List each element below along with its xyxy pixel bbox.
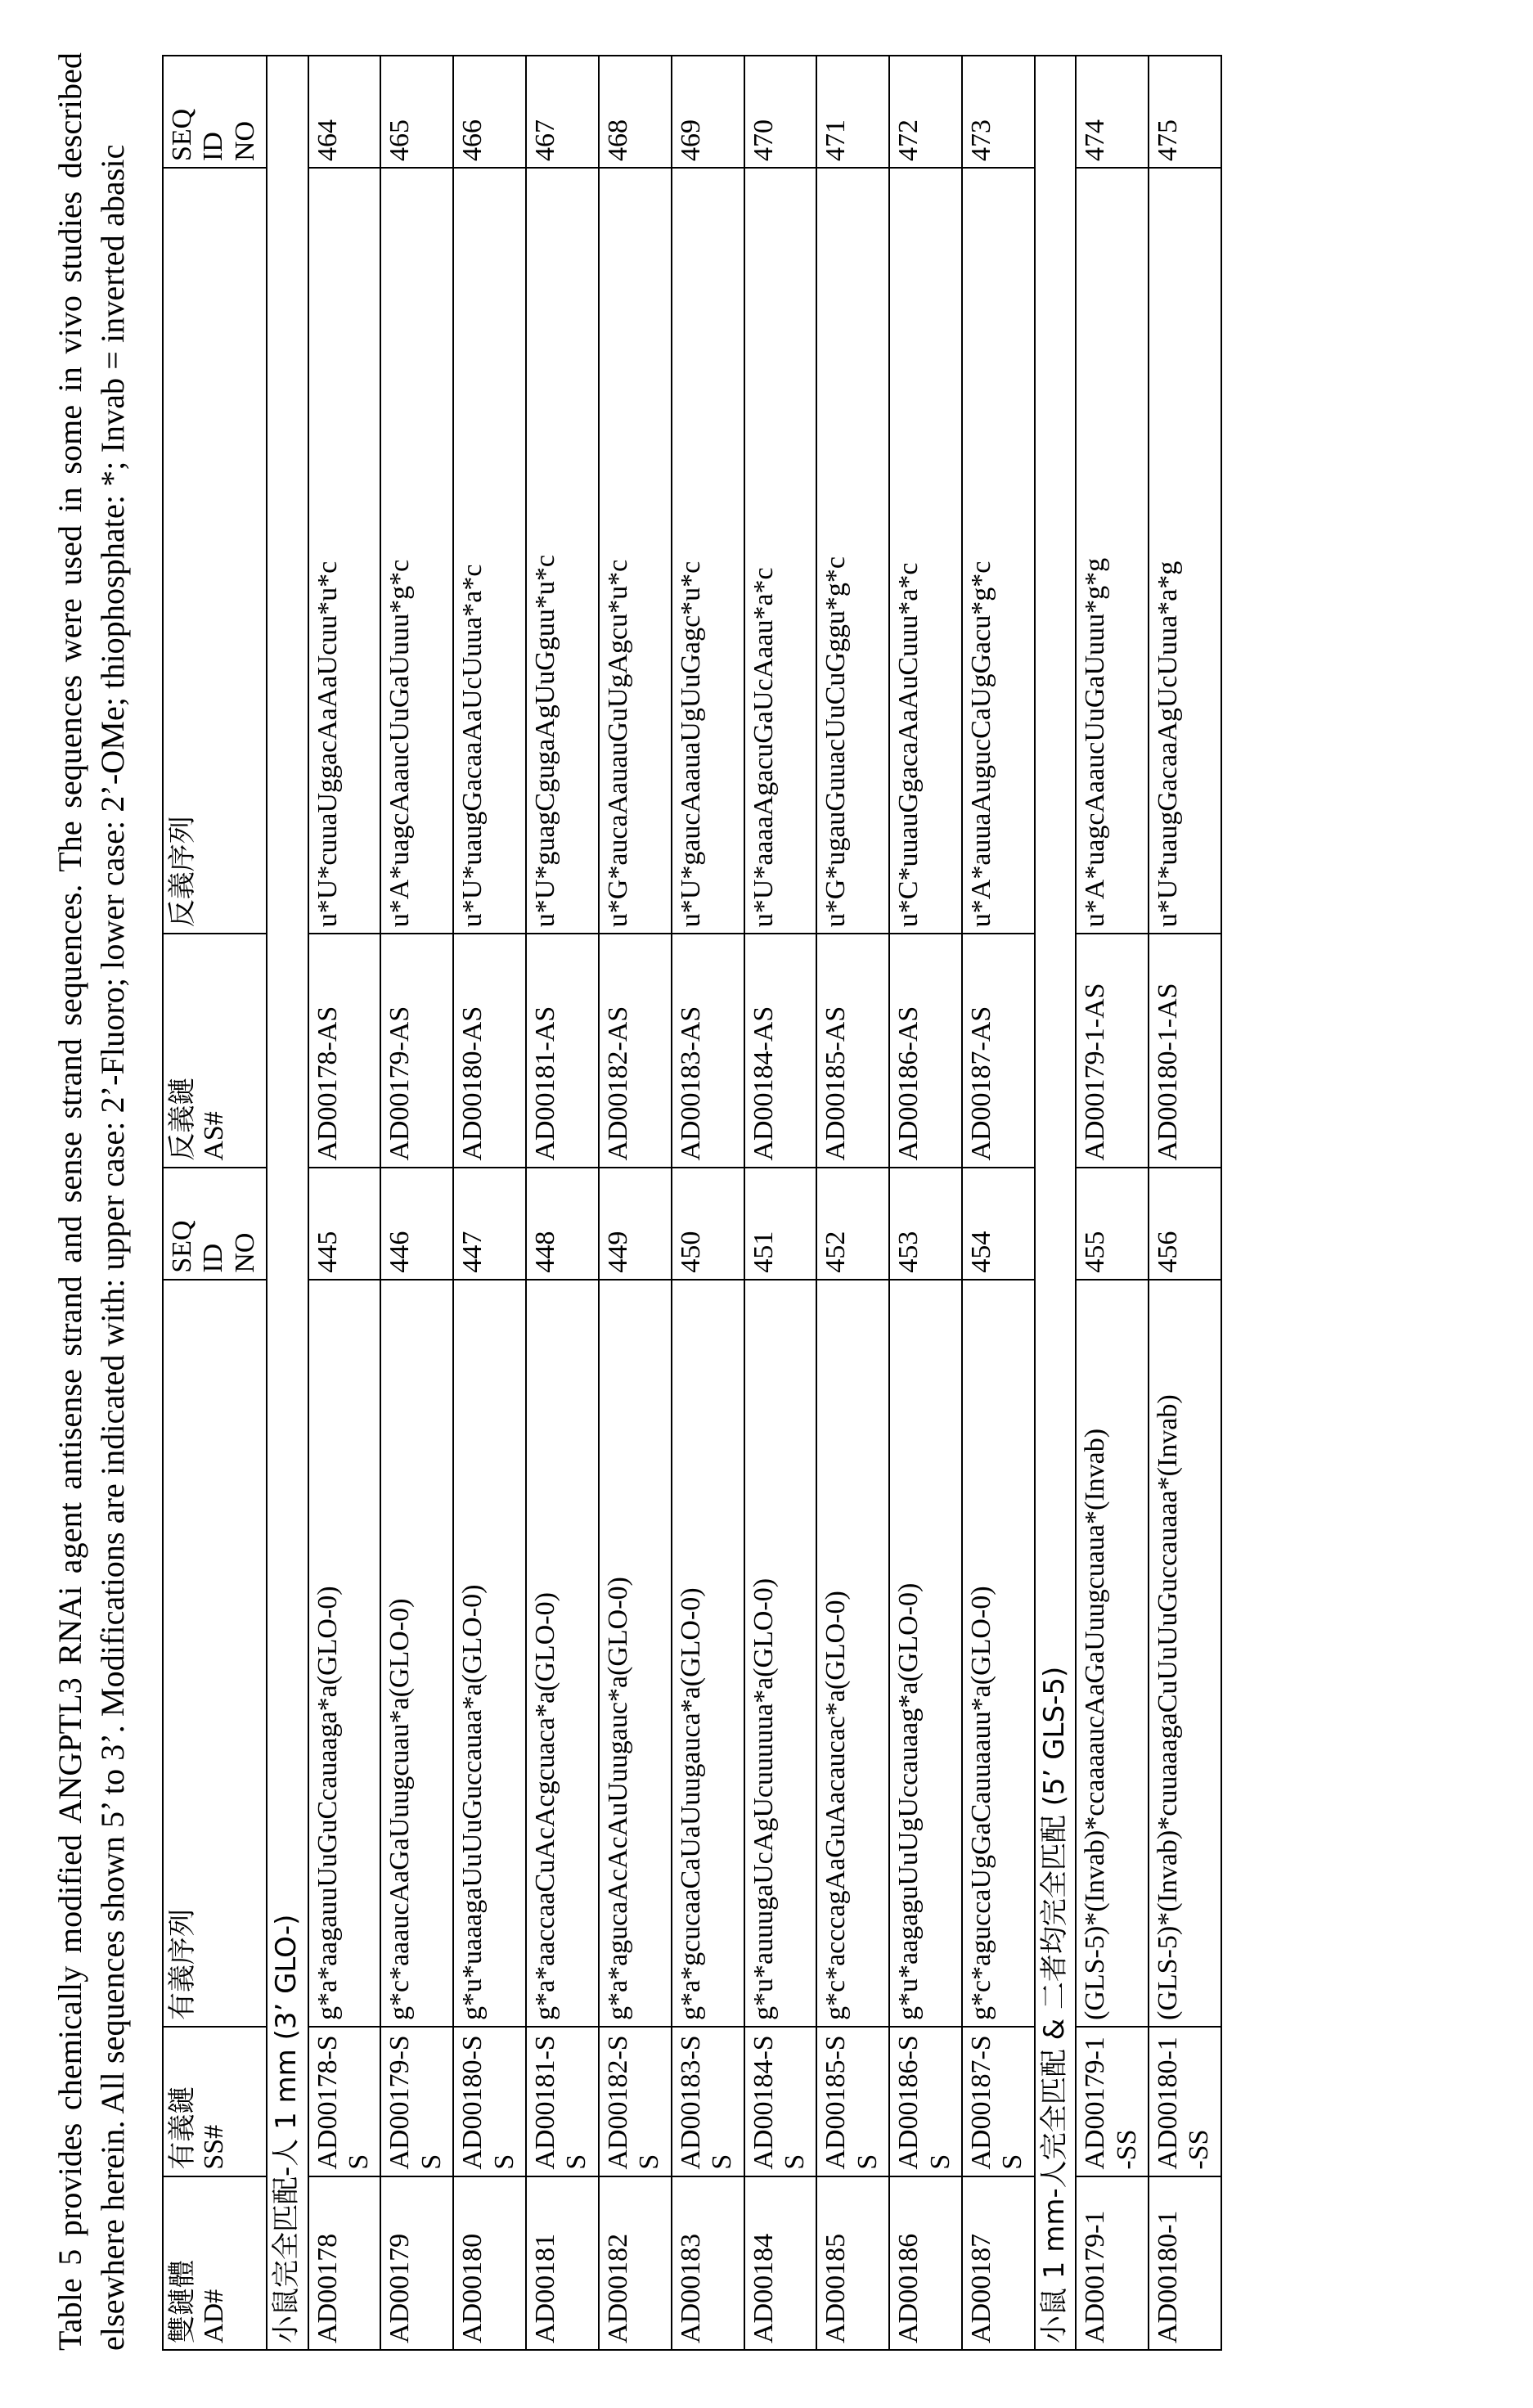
cell-sense-sequence: g*u*auuugaUcAgUcuuuuua*a(GLO-0) — [744, 1280, 817, 2027]
cell-sense-ss: AD00183-SS — [672, 2027, 744, 2176]
cell-antisense-as: AD00179-1-AS — [1076, 934, 1149, 1167]
cell-antisense-as: AD00179-AS — [380, 934, 453, 1167]
cell-seq-id-no-sense: 453 — [889, 1168, 962, 1280]
cell-antisense-as: AD00182-AS — [599, 934, 672, 1167]
table-row — [599, 56, 672, 2350]
header-seq-id-no-sense — [163, 1168, 267, 1280]
cell-antisense-sequence: u*G*aucaAauauGuUgAgcu*u*c — [599, 168, 672, 934]
cell-sense-sequence: g*c*aguccaUgGaCauuaauu*a(GLO-0) — [962, 1280, 1035, 2027]
group-header-row-1 — [267, 56, 308, 2350]
cell-duplex-ad: AD00186 — [889, 2176, 962, 2350]
header-duplex-ad — [163, 2176, 267, 2350]
cell-seq-id-no-antisense: 470 — [744, 56, 817, 168]
cell-sense-sequence: g*c*aaaucAaGaUuugcuau*a(GLO-0) — [380, 1280, 453, 2027]
cell-seq-id-no-sense: 450 — [672, 1168, 744, 1280]
cell-antisense-sequence: u*A*auuaAugucCaUgGacu*g*c — [962, 168, 1035, 934]
table-row — [744, 56, 817, 2350]
cell-sense-ss: AD00181-SS — [526, 2027, 599, 2176]
cell-sense-ss: AD00180-1-SS — [1149, 2027, 1221, 2176]
table-row — [526, 56, 599, 2350]
cell-duplex-ad: AD00178 — [308, 2176, 381, 2350]
header-seq-id-no-antisense-line1: SEQ — [167, 108, 197, 162]
cell-seq-id-no-sense: 448 — [526, 1168, 599, 1280]
group-header-row-2-label: 小鼠 1 mm-人完全匹配 & 二者均完全匹配 (5’ GLS-5) — [1035, 56, 1076, 2350]
group-header-row-2 — [1035, 56, 1076, 2350]
cell-seq-id-no-antisense: 473 — [962, 56, 1035, 168]
table-row — [962, 56, 1035, 2350]
cell-seq-id-no-sense: 446 — [380, 1168, 453, 1280]
cell-sense-sequence: (GLS-5)*(Invab)*ccaaaaucAaGaUuugcuaua*(Invab) — [1076, 1280, 1149, 2027]
cell-seq-id-no-antisense: 472 — [889, 56, 962, 168]
cell-seq-id-no-antisense: 466 — [453, 56, 526, 168]
cell-duplex-ad: AD00185 — [816, 2176, 889, 2350]
table-body — [267, 56, 1221, 2350]
cell-duplex-ad: AD00180-1 — [1149, 2176, 1221, 2350]
header-antisense-as — [163, 934, 267, 1167]
cell-antisense-as: AD00183-AS — [672, 934, 744, 1167]
cell-seq-id-no-antisense: 469 — [672, 56, 744, 168]
cell-seq-id-no-antisense: 467 — [526, 56, 599, 168]
cell-seq-id-no-sense: 454 — [962, 1168, 1035, 1280]
table-row — [1149, 56, 1221, 2350]
cell-sense-sequence: g*u*uaaagaUuUuGuccauaa*a(GLO-0) — [453, 1280, 526, 2027]
cell-duplex-ad: AD00179 — [380, 2176, 453, 2350]
cell-seq-id-no-antisense: 464 — [308, 56, 381, 168]
cell-sense-ss: AD00184-SS — [744, 2027, 817, 2176]
cell-seq-id-no-sense: 456 — [1149, 1168, 1221, 1280]
header-sense-ss-line2: SS# — [199, 2124, 230, 2170]
header-seq-id-no-sense-line3: NO — [229, 1232, 260, 1273]
header-seq-id-no-antisense-line2: ID — [198, 132, 229, 162]
header-sense-ss-line1: 有義鏈 — [166, 2086, 199, 2170]
cell-sense-ss: AD00178-SS — [308, 2027, 381, 2176]
cell-duplex-ad: AD00184 — [744, 2176, 817, 2350]
cell-sense-sequence: g*a*gcucaaCaUaUuugauca*a(GLO-0) — [672, 1280, 744, 2027]
cell-sense-ss: AD00179-1-SS — [1076, 2027, 1149, 2176]
cell-sense-sequence: g*a*agucaAcAcAuUuugauc*a(GLO-0) — [599, 1280, 672, 2027]
cell-sense-sequence: g*a*aaccaaCuAcAcgcuaca*a(GLO-0) — [526, 1280, 599, 2027]
cell-antisense-sequence: u*U*gaucAaauaUgUuGagc*u*c — [672, 168, 744, 934]
cell-sense-ss: AD00179-SS — [380, 2027, 453, 2176]
cell-seq-id-no-sense: 447 — [453, 1168, 526, 1280]
cell-seq-id-no-sense: 451 — [744, 1168, 817, 1280]
header-seq-id-no-sense-line2: ID — [198, 1243, 229, 1273]
header-duplex-ad-line2: AD# — [199, 2289, 230, 2343]
cell-seq-id-no-antisense: 475 — [1149, 56, 1221, 168]
cell-antisense-sequence: u*A*uagcAaaucUuGaUuuu*g*g — [1076, 168, 1149, 934]
cell-sense-sequence: g*c*acccagAaGuAacaucac*a(GLO-0) — [816, 1280, 889, 2027]
table-row — [308, 56, 381, 2350]
cell-seq-id-no-antisense: 465 — [380, 56, 453, 168]
table-row — [1076, 56, 1149, 2350]
table-row — [672, 56, 744, 2350]
cell-duplex-ad: AD00187 — [962, 2176, 1035, 2350]
cell-antisense-sequence: u*G*ugauGuuacUuCuGggu*g*c — [816, 168, 889, 934]
cell-sense-ss: AD00186-SS — [889, 2027, 962, 2176]
cell-seq-id-no-antisense: 474 — [1076, 56, 1149, 168]
cell-sense-ss: AD00182-SS — [599, 2027, 672, 2176]
cell-seq-id-no-antisense: 471 — [816, 56, 889, 168]
cell-seq-id-no-sense: 455 — [1076, 1168, 1149, 1280]
cell-antisense-sequence: u*A*uagcAaaucUuGaUuuu*g*c — [380, 168, 453, 934]
cell-duplex-ad: AD00182 — [599, 2176, 672, 2350]
cell-sense-sequence: (GLS-5)*(Invab)*cuuaaagaCuUuUuGuccauaaa*(Invab) — [1149, 1280, 1221, 2027]
cell-antisense-as: AD00187-AS — [962, 934, 1035, 1167]
cell-antisense-as: AD00184-AS — [744, 934, 817, 1167]
cell-antisense-sequence: u*U*uaugGacaaAgUcUuua*a*g — [1149, 168, 1221, 934]
cell-antisense-sequence: u*U*uaugGacaaAaUcUuua*a*c — [453, 168, 526, 934]
sequence-table — [162, 55, 1222, 2351]
header-antisense-as-line1: 反義鏈 — [166, 1077, 199, 1161]
cell-duplex-ad: AD00180 — [453, 2176, 526, 2350]
table-row — [453, 56, 526, 2350]
table-header — [163, 56, 267, 2350]
cell-seq-id-no-sense: 445 — [308, 1168, 381, 1280]
cell-sense-sequence: g*a*aagauuUuGuCcauaaga*a(GLO-0) — [308, 1280, 381, 2027]
cell-antisense-sequence: u*U*cuuaUggacAaAaUcuu*u*c — [308, 168, 381, 934]
cell-seq-id-no-antisense: 468 — [599, 56, 672, 168]
cell-sense-ss: AD00180-SS — [453, 2027, 526, 2176]
cell-antisense-as: AD00181-AS — [526, 934, 599, 1167]
cell-antisense-as: AD00185-AS — [816, 934, 889, 1167]
table-row — [816, 56, 889, 2350]
cell-antisense-as: AD00180-AS — [453, 934, 526, 1167]
group-header-row-1-label: 小鼠完全匹配-人 1 mm (3’ GLO-) — [267, 56, 308, 2350]
header-seq-id-no-sense-line1: SEQ — [167, 1220, 197, 1273]
cell-duplex-ad: AD00183 — [672, 2176, 744, 2350]
table-caption: Table 5 provides chemically modified ANGPTL3 RNAi agent antisense strand and sense strand sequences. The sequences were used in some in vivo studies described elsewhere herein. All sequences shown 5’ to 3’. Modifications are indicated with: upper case: 2’-Fluoro; lower case: 2’-OMe; thiophosphate: *; Invab = inverted abasic — [52, 52, 131, 2351]
header-sense-ss — [163, 2027, 267, 2176]
cell-antisense-sequence: u*U*guagCgugaAgUuGguu*u*c — [526, 168, 599, 934]
header-antisense-sequence: 反義序列 — [163, 168, 267, 934]
table-row — [889, 56, 962, 2350]
cell-seq-id-no-sense: 452 — [816, 1168, 889, 1280]
cell-duplex-ad: AD00181 — [526, 2176, 599, 2350]
cell-antisense-as: AD00186-AS — [889, 934, 962, 1167]
cell-antisense-as: AD00178-AS — [308, 934, 381, 1167]
cell-antisense-sequence: u*C*uuauGgacaAaAuCuuu*a*c — [889, 168, 962, 934]
header-seq-id-no-antisense — [163, 56, 267, 168]
header-antisense-as-line2: AS# — [199, 1111, 230, 1161]
table-row — [380, 56, 453, 2350]
header-row — [163, 56, 267, 2350]
cell-duplex-ad: AD00179-1 — [1076, 2176, 1149, 2350]
cell-sense-sequence: g*u*aagaguUuUgUccauaag*a(GLO-0) — [889, 1280, 962, 2027]
header-duplex-ad-line1: 雙鏈體 — [166, 2260, 199, 2343]
cell-seq-id-no-sense: 449 — [599, 1168, 672, 1280]
header-sense-sequence: 有義序列 — [163, 1280, 267, 2027]
cell-antisense-sequence: u*U*aaaaAgacuGaUcAaau*a*c — [744, 168, 817, 934]
cell-sense-ss: AD00187-SS — [962, 2027, 1035, 2176]
cell-antisense-as: AD00180-1-AS — [1149, 934, 1221, 1167]
header-seq-id-no-antisense-line3: NO — [229, 120, 260, 162]
cell-sense-ss: AD00185-SS — [816, 2027, 889, 2176]
